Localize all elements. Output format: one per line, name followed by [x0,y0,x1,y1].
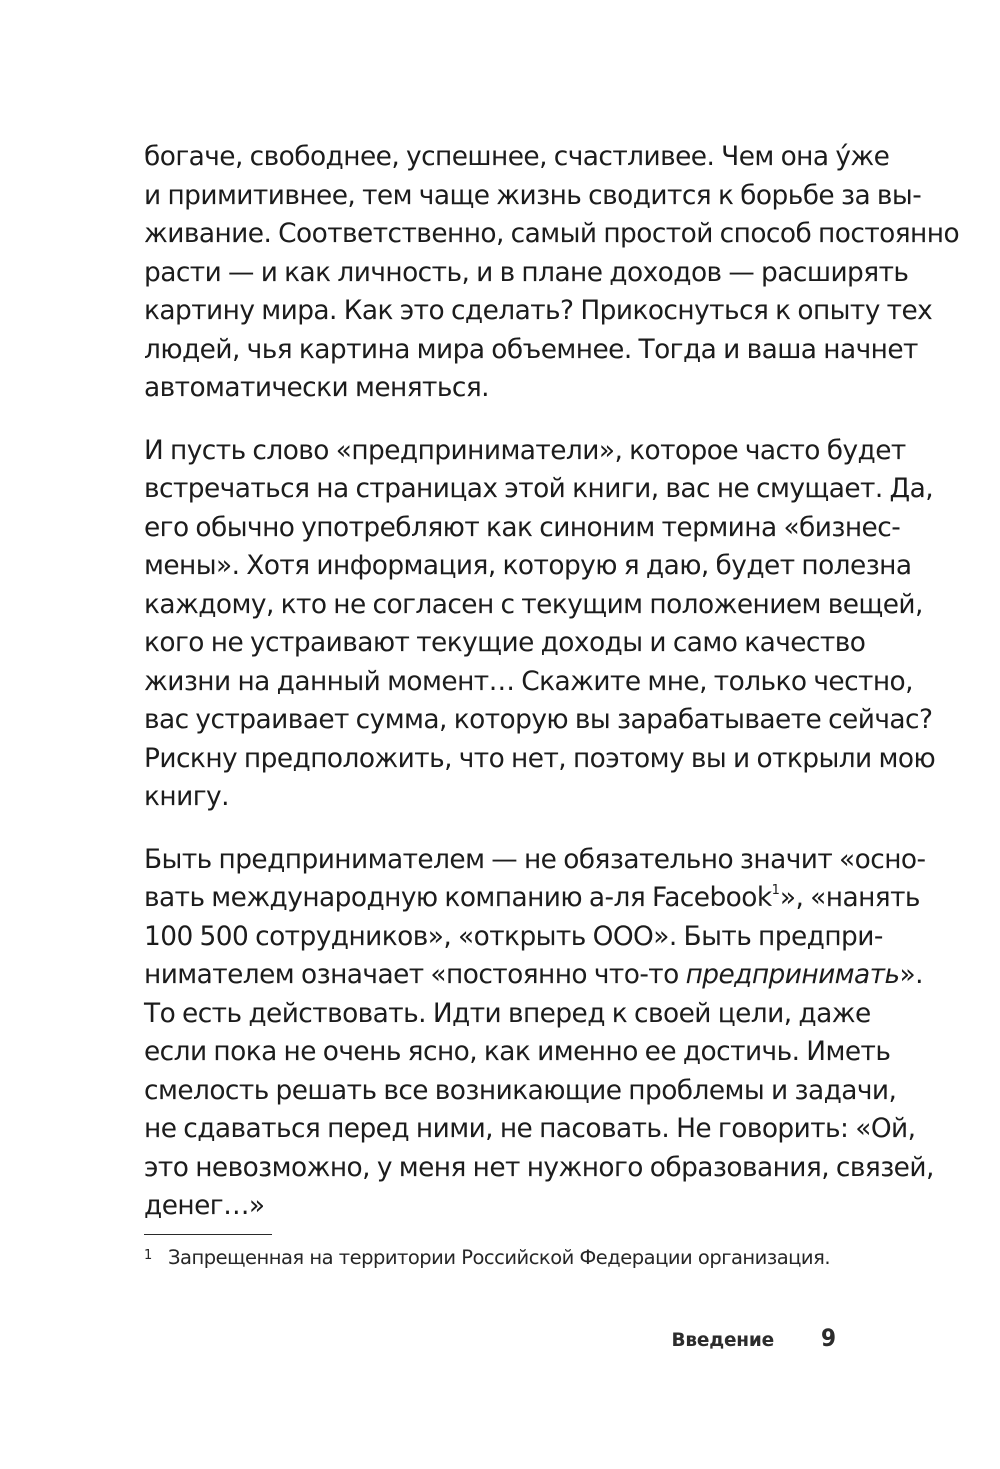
text-line: расти — и как личность, и в плане доходов — расширять [144,256,909,288]
page-number: 9 [820,1324,836,1352]
text-line: Быть предпринимателем — не обязательно значит «осно- [144,843,926,875]
paragraph-gap [144,408,838,432]
body-text [144,138,960,1226]
text-line: если пока не очень ясно, как именно ее достичь. Иметь [144,1036,891,1067]
text-line: это невозможно, у меня нет нужного образования, связей, [144,1151,934,1183]
text-line: И пусть слово «предприниматели», которое часто будет [144,434,906,466]
text-line: вас устраивает сумма, которую вы зарабатываете сейчас? [144,704,933,735]
text-line: Рискну предположить, что нет, поэтому вы и открыли мою [144,742,936,774]
text-line: смелость решать все возникающие проблемы и задачи, [144,1074,897,1106]
text-line: картину мира. Как это сделать? Прикоснуться к опыту тех [144,295,933,326]
text-line [144,879,920,918]
running-footer [600,1322,838,1358]
text-line: мены». Хотя информация, которую я даю, будет полезна [144,550,912,581]
text-line: людей, чья картина мира объемнее. Тогда и ваша начнет [144,333,918,365]
paragraph [144,841,934,1226]
text-line: денег…» [144,1190,265,1221]
text-line: 100 500 сотрудников», «открыть ООО». Быть предпри- [144,920,883,952]
footnote [144,1242,838,1272]
text-line: кого не устраивают текущие доходы и само качество [144,627,866,658]
text-line: жизни на данный момент… Скажите мне, только честно, [144,665,913,697]
text-line: не сдаваться перед ними, не пасовать. Не говорить: «Ой, [144,1113,916,1144]
text-fragment: нимателем означает «постоянно что-то [144,959,686,990]
footnote-text: Запрещенная на территории Российской Федерации организация. [168,1246,831,1269]
text-fragment: вать международную компанию а-ля Facebook [144,882,772,913]
text-line: живание. Соответственно, самый простой способ постоянно [144,218,960,249]
text-fragment: », «нанять [779,882,920,913]
text-line: богаче, свободнее, успешнее, счастливее. Чем она у́же [144,141,890,172]
section-name: Введение [671,1330,774,1351]
text-line: автоматически меняться. [144,372,489,403]
text-line: книгу. [144,781,229,812]
text-line [144,956,923,995]
emphasized-word: предпринимать [685,959,900,990]
footnote-divider [144,1234,272,1235]
text-line: его обычно употребляют как синоним термина «бизнес- [144,511,901,543]
text-line: каждому, кто не согласен с текущим положением вещей, [144,588,923,620]
text-line: То есть действовать. Идти вперед к своей цели, даже [144,997,871,1029]
text-fragment: ». [899,959,923,990]
footnote-mark: 1 [144,1248,152,1263]
paragraph [144,432,936,817]
paragraph [144,138,960,408]
paragraph-gap [144,817,838,841]
footnote-reference[interactable]: 1 [771,883,780,898]
text-line: встречаться на страницах этой книги, вас не смущает. Да, [144,473,934,504]
text-line: и примитивнее, тем чаще жизнь сводится к борьбе за вы- [144,179,922,211]
